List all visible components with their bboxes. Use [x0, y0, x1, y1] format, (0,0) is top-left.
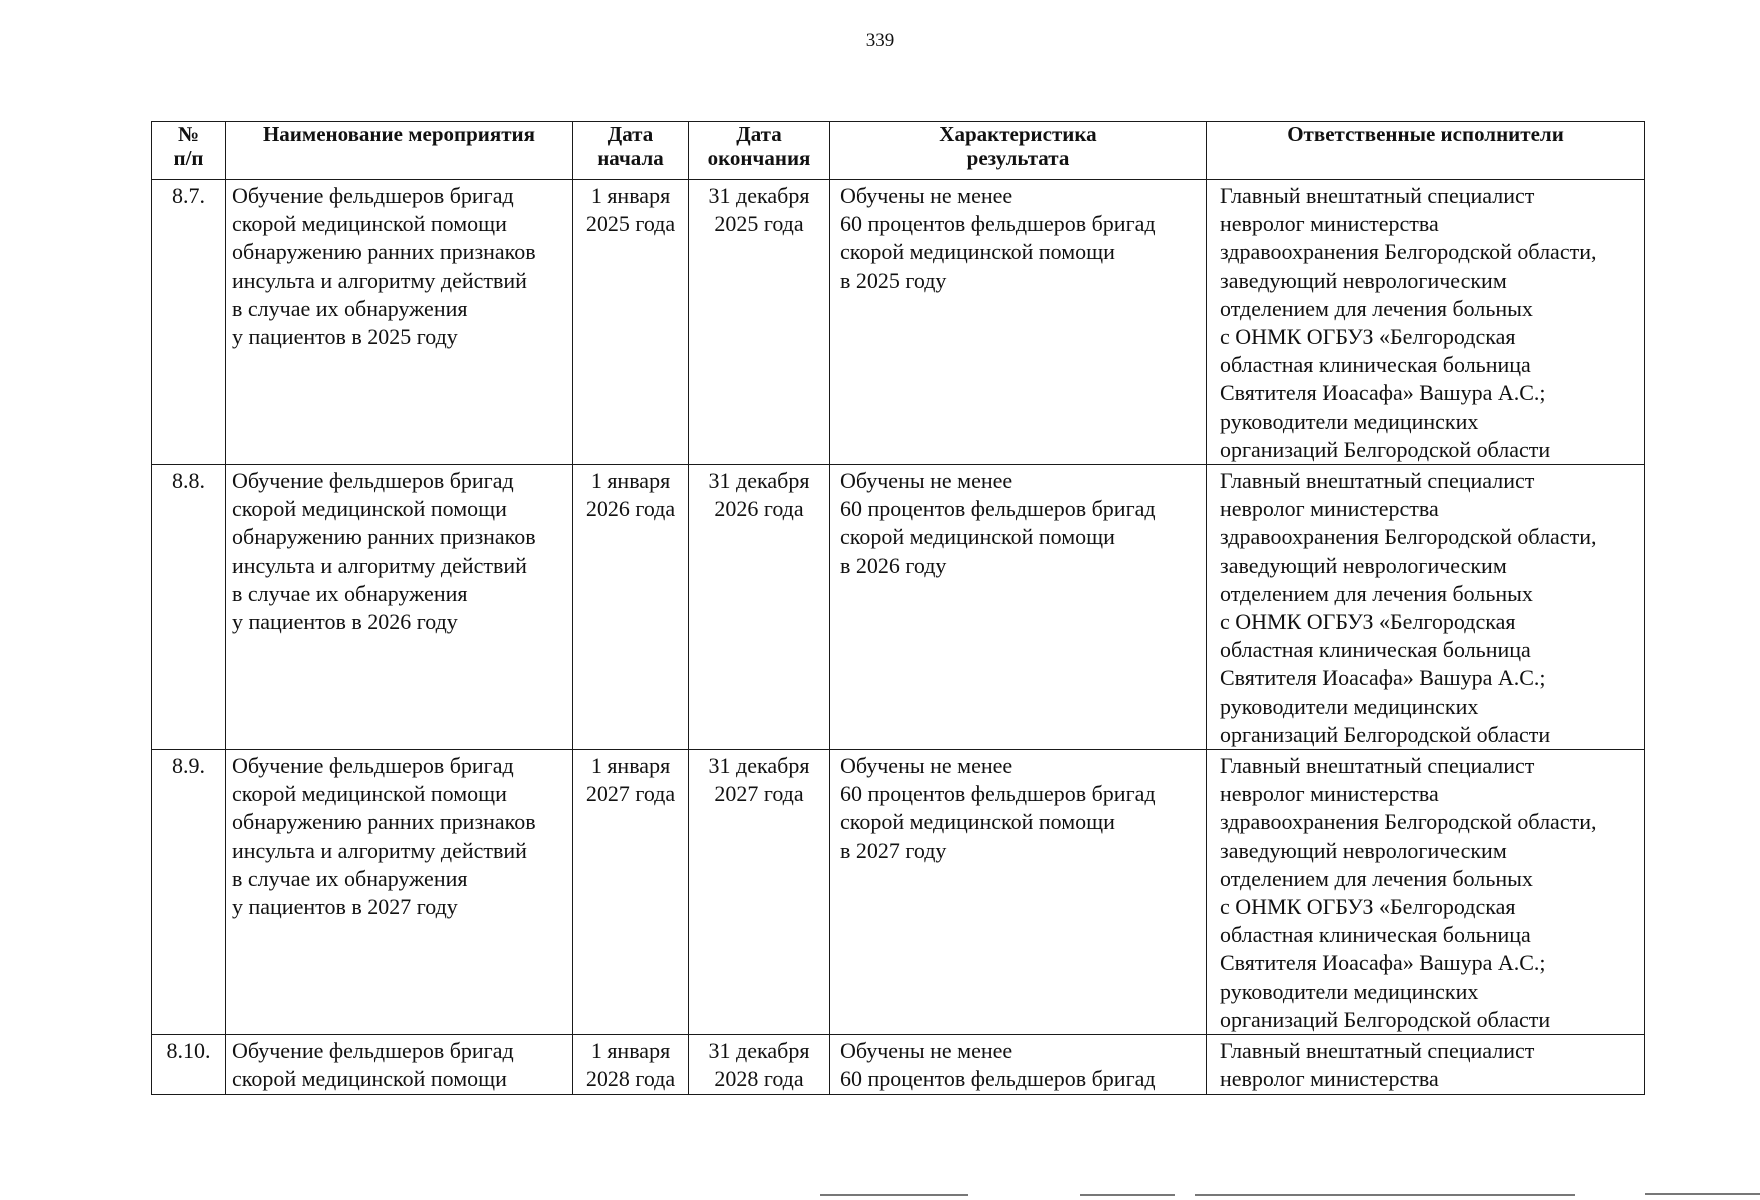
header-result: Характеристика результата [830, 122, 1207, 180]
table-row [152, 180, 1645, 465]
table-header-row [152, 122, 1645, 180]
scan-artifact-line [1195, 1194, 1575, 1196]
responsible-persons: Главный внештатный специалист невролог министерства здравоохранения Белгородской области, заведующий неврологическим отделением для лечения больных с ОНМК ОГБУЗ «Белгородская областная клиническая больница Святителя Иоасафа» Вашура А.С.; руководители медицинских организаций Белгородской области [1207, 180, 1645, 465]
table-row [152, 465, 1645, 750]
scan-artifact-line [1080, 1194, 1175, 1196]
end-date: 31 декабря 2025 года [689, 180, 830, 465]
page-number: 339 [865, 30, 895, 51]
activity-name: Обучение фельдшеров бригад скорой медицинской помощи обнаружению ранних признаков инсульта и алгоритму действий в случае их обнаружения у пациентов в 2027 году [226, 750, 573, 1035]
start-date: 1 января 2026 года [573, 465, 689, 750]
row-number: 8.7. [152, 180, 226, 465]
header-start-date: Дата начала [573, 122, 689, 180]
result-description: Обучены не менее 60 процентов фельдшеров бригад скорой медицинской помощи в 2026 году [830, 465, 1207, 750]
end-date: 31 декабря 2027 года [689, 750, 830, 1035]
row-number: 8.8. [152, 465, 226, 750]
result-description: Обучены не менее 60 процентов фельдшеров бригад скорой медицинской помощи в 2025 году [830, 180, 1207, 465]
header-name: Наименование мероприятия [226, 122, 573, 180]
header-end-date: Дата окончания [689, 122, 830, 180]
start-date: 1 января 2027 года [573, 750, 689, 1035]
responsible-persons: Главный внештатный специалист невролог министерства здравоохранения Белгородской области, заведующий неврологическим отделением для лечения больных с ОНМК ОГБУЗ «Белгородская областная клиническая больница Святителя Иоасафа» Вашура А.С.; руководители медицинских организаций Белгородской области [1207, 465, 1645, 750]
scan-artifact-line [820, 1194, 968, 1196]
activity-name: Обучение фельдшеров бригад скорой медицинской помощи обнаружению ранних признаков инсульта и алгоритму действий в случае их обнаружения у пациентов в 2025 году [226, 180, 573, 465]
activity-name: Обучение фельдшеров бригад скорой медицинской помощи [226, 1035, 573, 1094]
end-date: 31 декабря 2026 года [689, 465, 830, 750]
result-description: Обучены не менее 60 процентов фельдшеров бригад скорой медицинской помощи в 2027 году [830, 750, 1207, 1035]
end-date: 31 декабря 2028 года [689, 1035, 830, 1094]
table-row [152, 750, 1645, 1035]
activity-name: Обучение фельдшеров бригад скорой медицинской помощи обнаружению ранних признаков инсульта и алгоритму действий в случае их обнаружения у пациентов в 2026 году [226, 465, 573, 750]
activities-table [151, 121, 1645, 1095]
responsible-persons: Главный внештатный специалист невролог министерства здравоохранения Белгородской области, заведующий неврологическим отделением для лечения больных с ОНМК ОГБУЗ «Белгородская областная клиническая больница Святителя Иоасафа» Вашура А.С.; руководители медицинских организаций Белгородской области [1207, 750, 1645, 1035]
table-row [152, 1035, 1645, 1094]
header-responsible: Ответственные исполнители [1207, 122, 1645, 180]
result-description: Обучены не менее 60 процентов фельдшеров бригад [830, 1035, 1207, 1094]
responsible-persons: Главный внештатный специалист невролог министерства [1207, 1035, 1645, 1094]
row-number: 8.9. [152, 750, 226, 1035]
scan-artifact-line [1645, 1193, 1760, 1195]
header-num: № п/п [152, 122, 226, 180]
row-number: 8.10. [152, 1035, 226, 1094]
start-date: 1 января 2028 года [573, 1035, 689, 1094]
start-date: 1 января 2025 года [573, 180, 689, 465]
